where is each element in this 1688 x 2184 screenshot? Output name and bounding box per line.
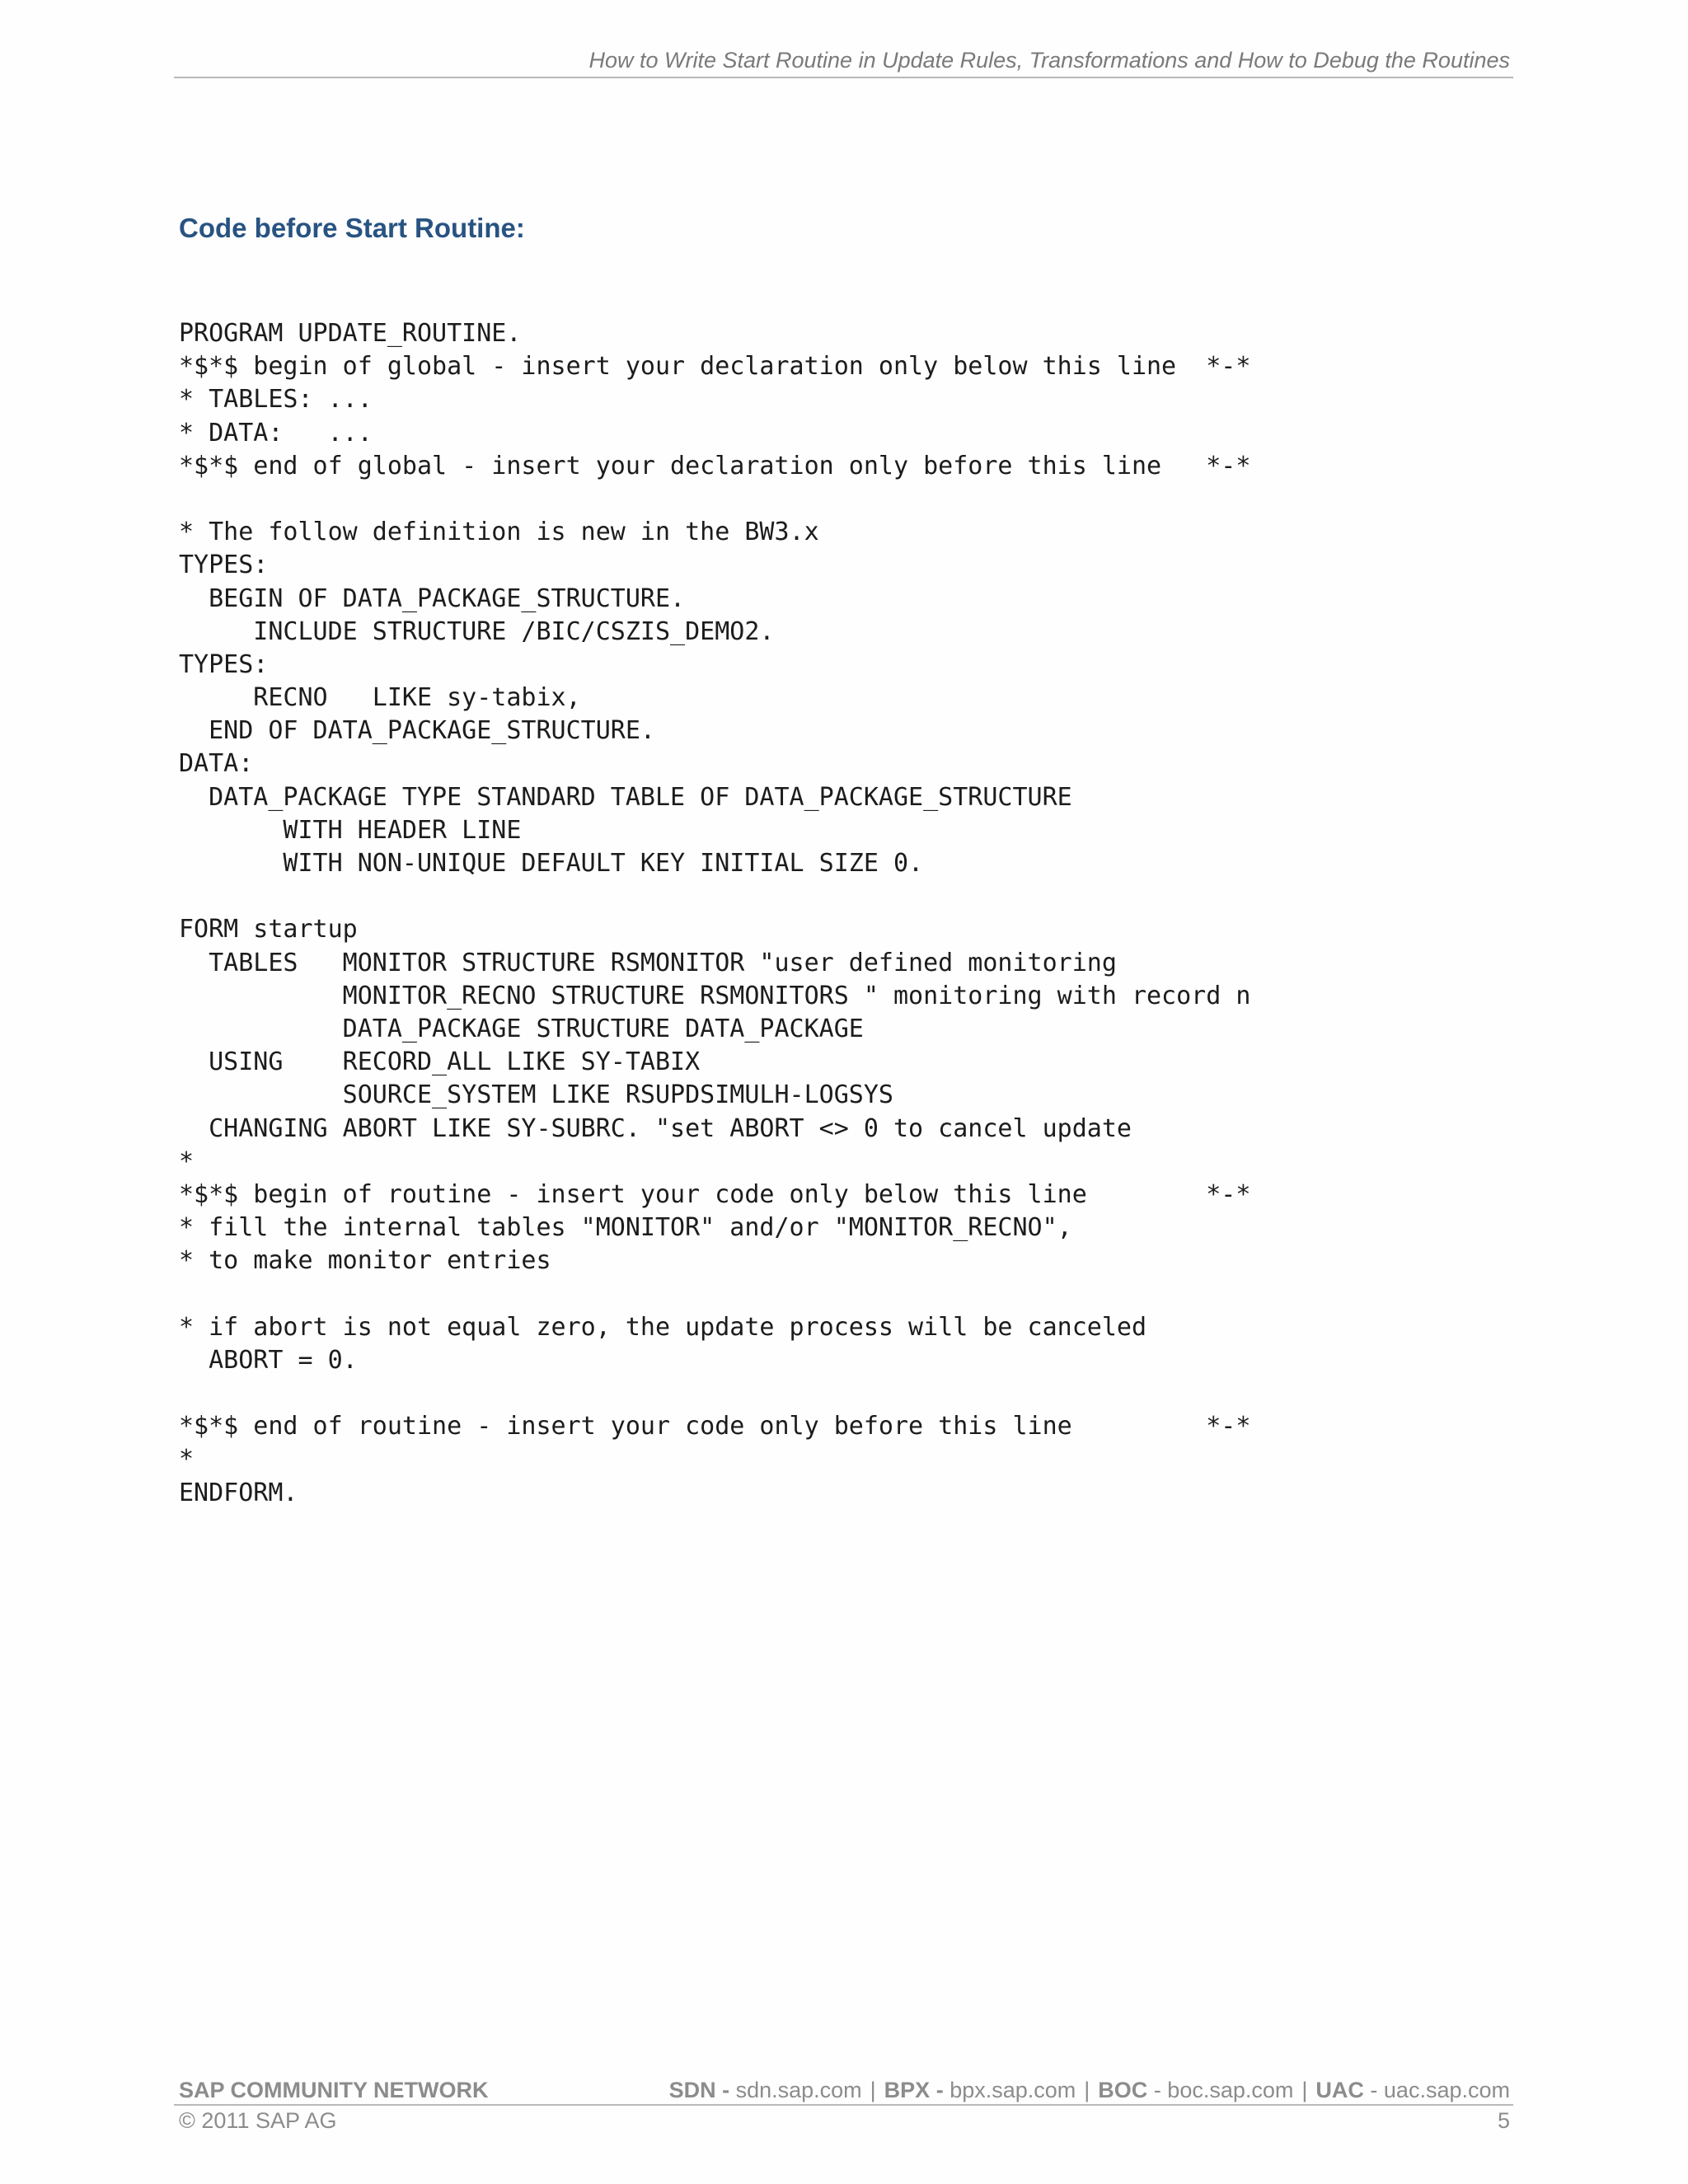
code-line: SOURCE_SYSTEM LIKE RSUPDSIMULH-LOGSYS — [179, 1080, 893, 1110]
code-line — [179, 483, 1250, 516]
code-line: FORM startup — [179, 915, 358, 944]
code-line: END OF DATA_PACKAGE_STRUCTURE. — [179, 716, 655, 746]
page-number: 5 — [1497, 2108, 1510, 2133]
footer-link-sdn[interactable] — [669, 2078, 862, 2102]
section-heading: Code before Start Routine: — [179, 213, 525, 243]
code-line: WITH NON-UNIQUE DEFAULT KEY INITIAL SIZE 0. — [179, 849, 924, 878]
code-line: * if abort is not equal zero, the update process will be canceled — [179, 1312, 1146, 1342]
footer-link-sdn-url: sdn.sap.com — [735, 2078, 862, 2102]
footer-copyright: © 2011 SAP AG — [179, 2108, 337, 2133]
footer-network-name: SAP COMMUNITY NETWORK — [179, 2078, 489, 2102]
code-line: * TABLES: ... — [179, 385, 373, 415]
code-line: CHANGING ABORT LIKE SY-SUBRC. "set ABORT <> 0 to cancel update — [179, 1113, 1132, 1143]
code-line: ABORT = 0. — [179, 1345, 358, 1375]
code-listing — [179, 317, 1250, 1510]
code-line: RECNO LIKE sy-tabix, — [179, 683, 581, 713]
code-line — [179, 1377, 1250, 1410]
code-line: DATA_PACKAGE STRUCTURE DATA_PACKAGE — [179, 1014, 864, 1043]
footer-separator: | — [870, 2078, 876, 2102]
footer-link-sdn-label: SDN - — [668, 2078, 730, 2102]
footer-link-uac-label: UAC — [1315, 2078, 1364, 2102]
code-line: * fill the internal tables "MONITOR" and/or "MONITOR_RECNO", — [179, 1213, 1072, 1243]
code-line: INCLUDE STRUCTURE /BIC/CSZIS_DEMO2. — [179, 616, 775, 646]
footer-divider — [174, 2104, 1513, 2106]
code-line: *$*$ end of global - insert your declaration only before this line *-* — [179, 451, 1251, 480]
code-line: BEGIN OF DATA_PACKAGE_STRUCTURE. — [179, 583, 686, 613]
footer-link-uac-url: - uac.sap.com — [1370, 2078, 1510, 2102]
code-line: TABLES MONITOR STRUCTURE RSMONITOR "user defined monitoring — [179, 948, 1117, 977]
footer-link-bpx-label: BPX - — [884, 2078, 944, 2102]
code-line: DATA_PACKAGE TYPE STANDARD TABLE OF DATA_PACKAGE_STRUCTURE — [179, 782, 1072, 812]
footer-link-bpx-url: bpx.sap.com — [950, 2078, 1076, 2102]
footer-separator: | — [1301, 2078, 1308, 2102]
code-line: WITH HEADER LINE — [179, 815, 522, 845]
code-line: * — [179, 1445, 195, 1474]
code-line: USING RECORD_ALL LIKE SY-TABIX — [179, 1047, 701, 1077]
code-line: * DATA: ... — [179, 418, 373, 448]
footer-link-bpx[interactable] — [884, 2078, 1076, 2102]
footer-link-boc[interactable] — [1098, 2078, 1293, 2102]
code-line: TYPES: — [179, 649, 269, 679]
footer-separator: | — [1084, 2078, 1090, 2102]
code-line — [179, 880, 1250, 913]
code-line: PROGRAM UPDATE_ROUTINE. — [179, 319, 522, 348]
code-line: * to make monitor entries — [179, 1246, 551, 1276]
footer-link-boc-url: - boc.sap.com — [1153, 2078, 1294, 2102]
code-line: *$*$ begin of routine - insert your code only below this line *-* — [179, 1179, 1251, 1209]
code-line: *$*$ begin of global - insert your declaration only below this line *-* — [179, 352, 1251, 382]
code-line: TYPES: — [179, 551, 269, 580]
footer-link-uac[interactable] — [1315, 2078, 1510, 2102]
running-header-title: How to Write Start Routine in Update Rules, Transformations and How to Debug the Routines — [588, 48, 1510, 73]
code-line: MONITOR_RECNO STRUCTURE RSMONITORS " monitoring with record n — [179, 981, 1251, 1010]
code-line: *$*$ end of routine - insert your code only before this line *-* — [179, 1412, 1251, 1441]
code-line: * — [179, 1146, 195, 1176]
code-line: DATA: — [179, 749, 254, 779]
footer-links — [669, 2078, 1510, 2103]
code-line: * The follow definition is new in the BW3.x — [179, 518, 819, 547]
code-line: ENDFORM. — [179, 1478, 298, 1507]
code-line — [179, 1277, 1250, 1310]
footer-link-boc-label: BOC — [1098, 2078, 1148, 2102]
header-divider — [174, 77, 1513, 78]
